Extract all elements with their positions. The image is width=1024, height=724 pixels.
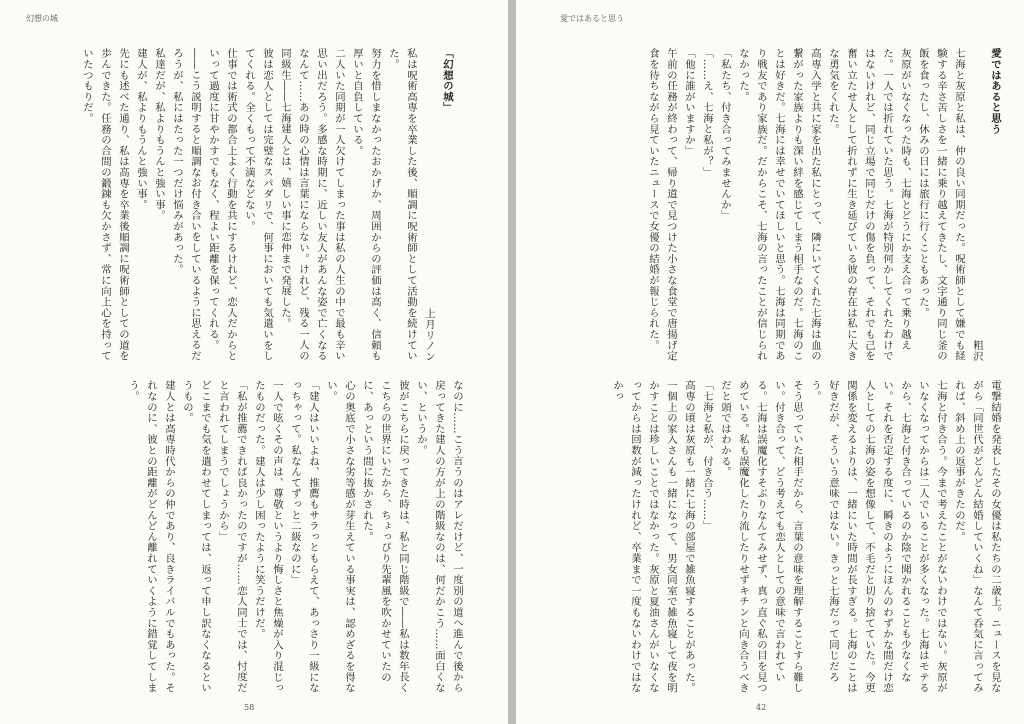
paragraph: 七海と付き合う。今まで考えたことがないわけではない。灰原がいなくなってからは二人でいることが多くなった。七海はモテるから、七海と付き合っているのか陰で聞かれることも少なくない。それを否定する度に、瞬きのようにほんのわずかな間だけ恋人としての七海の姿を想像して、不毛だと切り捨てていた。今更関係を変えるよりは、一緒にいた時間が長すぎる。七海のことは好きだが、そういう意味ではない。きっと七海だって同じだろう。: [809, 380, 947, 694]
paragraph: 二人いた同期が一人欠けてしまった事は私の人生の中で最も辛い思い出だろう。多感な時期に、近しい友人があんな姿で亡くなるなんて……あの時の心情は言葉にならない。けれど、残る一人の同級生――七海建人とは、嬉しい事に恋仲まで発展した。: [279, 48, 345, 362]
paragraph: 「私が推薦できれば良かったのですが……恋人同士では、忖度だと言われてしまうでしょうから」: [217, 380, 247, 694]
paragraph: 建人とは高専時代からの仲であり、良きライバルでもあった。それなのに、彼との距離がどんどん離れていくように錯覚してしまう。: [127, 380, 175, 694]
text-column-top: [564, 48, 1004, 362]
page-number: 42: [756, 703, 767, 712]
paragraph: 「私たち、付き合ってみませんか」: [719, 48, 731, 221]
paragraph: 「……え、七海と私が？」: [701, 48, 713, 178]
paragraph: 先にも述べた通り、私は高専を卒業後順調に呪術師としての道を歩んできた。任務の合間の鍛錬も欠かさず、常に向上心を持っていたつもりだ。: [81, 48, 129, 362]
paragraph: 一人で呟くその声は、尊敬というより悔しさと焦燥が入り混じったものだった。建人は少し困ったように笑うだけだ。: [253, 380, 283, 694]
paragraph: なのに……こう言うのはアレだけど、一度別の道へ進んで後から戻ってきた建人の方が上の階級なのは、何だかこう……面白くない、というか。: [415, 380, 463, 694]
running-head: 愛ではあると思う: [560, 14, 624, 23]
author-name: 上月リノン: [423, 308, 435, 362]
paragraph: 建人が、私よりもうんと強い事。: [135, 48, 147, 210]
paragraph: 電撃結婚を発表したその女優は私たちの二歳上。ニュースを見ながら「同世代がどんどん結婚していくね」なんて呑気に言ってみれば、斜め上の返事がきたのだ。: [953, 380, 1001, 694]
paragraph: 心の奥底で小さな劣等感が芽生えている事実は、認めざるを得ない。: [325, 380, 355, 694]
paragraph: 彼がこちらに戻ってきた時は、私と同じ階級で――私は数年長くこちらの世界にいたから、ちょっぴり先輩風を吹かせていたのに、あっという間に抜かされた。: [361, 380, 409, 694]
paragraph: 彼は恋人としては完璧なスパダリで、何事においても気遣いをしてくれる。全くもって不満などない。: [243, 48, 273, 362]
paragraph: どこまでも気を遣わせてしまっては、返って申し訳なくなるというもの。: [181, 380, 211, 694]
paragraph: 私は呪術高専を卒業した後、順調に呪術師として活動を続けていた。: [387, 48, 417, 362]
author-name: 粗沢: [971, 340, 983, 362]
running-head: 幻想の城: [26, 14, 58, 23]
paragraph: 高専の頃は灰原も一緒に七海の部屋で雑魚寝することがあった。一個上の家入さんも一緒になって、男女同室で雑魚寝して夜を明かすことは珍しいことではなかった。灰原と夏油さんがいなくなってからは回数が減ったけれど、卒業まで一度もないわけではなかっ: [611, 380, 695, 694]
paragraph: 仕事では術式の都合上よく行動を共にするけれど、恋人だからといって過度に甘やかすでもなく、程よい距離を保ってくれる。: [207, 48, 237, 362]
right-page: [516, 0, 1024, 724]
paragraph: 午前の任務が終わって、帰り道で見つけた小さな食堂で唐揚げ定食を待ちながら見ていたニュースで女優の結婚が報じられた。: [647, 48, 677, 362]
page-number: 58: [244, 703, 255, 712]
paragraph: 灰原がいなくなった時も、七海とどうにか支え合って乗り越えた。一人では折れていた思う。七海が特別何かしてくれたわけではないけれど、同じ立場で同じだけの傷を負って、それでも己を奮い立たせ人として折れずに生き延びている彼の存在は私に大きな勇気をくれた。: [827, 48, 911, 362]
paragraph: 七海と灰原と私は、仲の良い同期だった。呪術師として嫌でも経験する辛さ苦しさを一緒に乗り越えてきたし、文字通り同じ釜の飯を食ったし、休みの日には旅行に行くこともあった。: [917, 48, 965, 362]
paragraph: そう思っていた相手だから、言葉の意味を理解することすら難しい。付き合って、どう考えても恋人としての意味で言われている。七海は誤魔化すそぶりなんてみせず、真っ直ぐ私の目を見つめている。私も誤魔化したり流したりせずキチンと向き合うべきだと頭ではわかる。: [719, 380, 803, 694]
paragraph: 高専入学と共に家を出た私にとって、隣にいてくれた七海は血の繋がった家族よりも深い絆を感じてしまう相手なのだ。七海のことは好きだ。七海には幸せでいてほしいと思う。七海は同期であり戦友であり家族だ。だからこそ、七海の言ったことが信じられなかった。: [737, 48, 821, 362]
story-title: 愛ではあると思う: [989, 48, 1001, 135]
left-page: [0, 0, 508, 724]
text-column-bottom: [560, 380, 1004, 698]
paragraph: 「他に誰がいますか」: [683, 48, 695, 156]
text-column-bottom: [26, 380, 466, 698]
paragraph: 「建人はいいよね、推薦もサラっともらえて、あっさり一級になっちゃって。私なんてずっと二級なのに」: [289, 380, 319, 694]
book-gutter: [508, 0, 516, 724]
text-column-top: [26, 48, 456, 362]
paragraph: 私達だが、私よりもうんと強い事。: [153, 48, 165, 221]
story-title: 「幻想の城」: [441, 48, 453, 113]
paragraph: ――こう説明すると順調なお付き合いをしているように思えるだろうが、私にはたった一つだけ悩みがあった。: [171, 48, 201, 362]
paragraph: 努力を惜しまなかったおかげか、周囲からの評価は高く、信頼も厚いと自負している。: [351, 48, 381, 362]
paragraph: 「七海と私が、付き合う……」: [701, 380, 713, 532]
